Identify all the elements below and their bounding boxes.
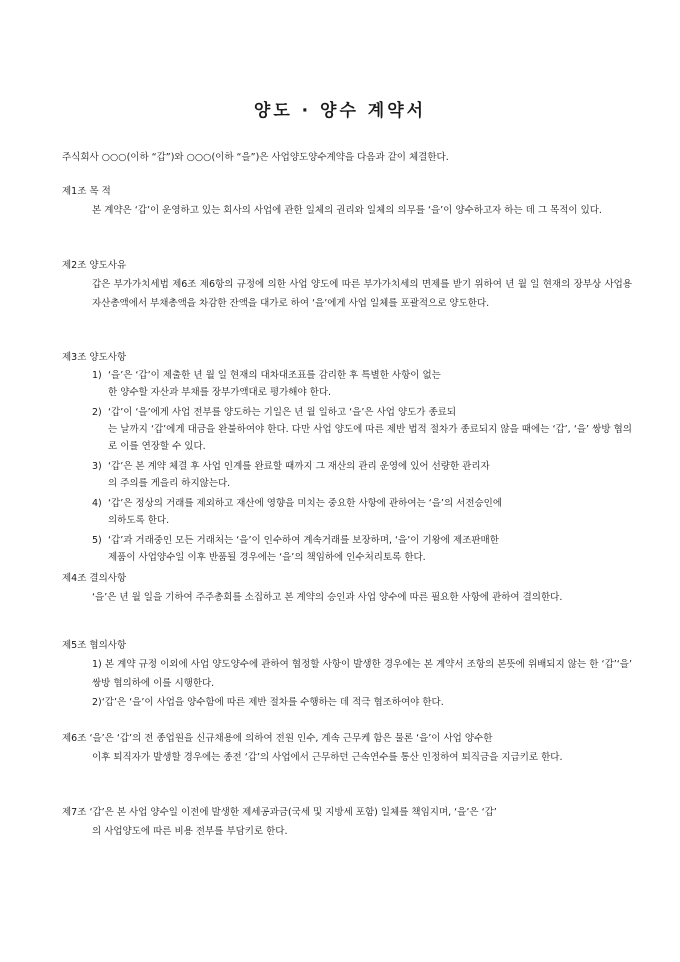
- item-number: 1): [92, 370, 102, 381]
- item-first-line: ‘갑’이 ‘을’에게 사업 전부를 양도하는 기일은 년 월 일하고 ‘을’은 사업 양도가 종료되: [108, 407, 457, 418]
- intro-paragraph: 주식회사 ○○○(이하 “갑”)와 ○○○(이하 “을”)은 사업양도양수계약을 다음과 같이 체결한다.: [62, 152, 449, 163]
- article-5-line-1: 1) 본 계약 규정 이외에 사업 양도양수에 관하여 협정할 사항이 발생한 경우에는 본 계약서 조항의 본뜻에 위배되지 않는 한 ‘갑’‘을’ 쌍방 협의하에 이를 시행한다.: [92, 659, 632, 689]
- item-first-line: ‘갑’은 본 계약 체결 후 사업 인계를 완료할 때까지 그 재산의 관리 운영에 있어 선량한 관리자: [108, 461, 490, 472]
- item-number: 4): [92, 498, 102, 509]
- item-continuation: 의 주의를 게을리 하지않는다.: [108, 478, 231, 489]
- document-title: 양도 · 양수 계약서: [253, 101, 427, 121]
- item-number: 3): [92, 461, 102, 472]
- item-first-line: ‘을’은 ‘갑’이 제출한 년 월 일 현재의 대차대조표를 감리한 후 특별한 사항이 없는: [108, 370, 441, 381]
- article-6: [62, 729, 632, 767]
- article-5-heading: 제5조 협의사항: [62, 640, 127, 651]
- article-2: [62, 256, 632, 313]
- article-2-body: 갑은 부가가치세법 제6조 제6항의 규정에 의한 사업 양도에 따른 부가가치세의 면제를 받기 위하여 년 월 일 현재의 장부상 사업용 자산총액에서 부채총액을 차감한 잔액을 대가로 하여 ‘을’에게 사업 일체를 포괄적으로 양도한다.: [92, 279, 632, 309]
- item-continuation: 제품이 사업양수일 이후 반품될 경우에는 ‘을’의 책임하에 인수처리토록 한다.: [108, 552, 426, 563]
- article-4: [62, 569, 632, 607]
- article-5-line-2: 2)‘갑’은 ‘을’이 사업을 양수함에 따른 제반 절차를 수행하는 데 적극 협조하여야 한다.: [92, 697, 444, 708]
- article-7-label: 제7조: [62, 807, 87, 818]
- item-continuation: 는 날까지 ‘갑’에게 대금을 완불하여야 한다. 다만 사업 양도에 따른 제반 법적 절차가 종료되지 않을 때에는 ‘갑’, ‘을’ 쌍방 협의로 이를 연장할 수 있다.: [108, 424, 632, 452]
- article-6-first-line: ‘을’은 ‘갑’의 전 종업원을 신규채용에 의하여 전원 인수, 계속 근무케 함은 물론 ‘을’이 사업 양수한: [89, 733, 493, 744]
- article-3-item: [92, 495, 632, 529]
- item-number: 5): [92, 535, 102, 546]
- article-2-heading: 제2조 양도사유: [62, 260, 127, 271]
- item-continuation: 의하도록 한다.: [108, 515, 170, 526]
- article-3-item: [92, 404, 632, 455]
- article-6-label: 제6조: [62, 733, 87, 744]
- article-3: [62, 348, 632, 566]
- article-6-continuation: 이후 퇴직자가 발생할 경우에는 종전 ‘갑’의 사업에서 근무하던 근속연수를 통산 인정하여 퇴직금을 지급키로 한다.: [92, 752, 563, 763]
- article-4-body: ‘을’은 년 월 일을 기하여 주주총회를 소집하고 본 계약의 승인과 사업 양수에 따른 필요한 사항에 관하여 결의한다.: [92, 592, 563, 603]
- article-1-body: 본 계약은 ‘갑’이 운영하고 있는 회사의 사업에 관한 일체의 권리와 일체의 의무를 ‘을’이 양수하고자 하는 데 그 목적이 있다.: [92, 205, 602, 216]
- item-number: 2): [92, 407, 102, 418]
- article-5: [62, 636, 632, 712]
- article-3-item: [92, 367, 632, 401]
- article-7-continuation: 의 사업양도에 따른 비용 전부를 부담키로 한다.: [92, 826, 288, 837]
- item-continuation: 한 양수할 자산과 부채를 장부가액대로 평가해야 한다.: [108, 387, 332, 398]
- article-1-heading: 제1조 목 적: [62, 186, 111, 197]
- article-3-item: [92, 458, 632, 492]
- article-4-heading: 제4조 결의사항: [62, 573, 127, 584]
- item-first-line: ‘갑’과 거래중인 모든 거래처는 ‘을’이 인수하여 계속거래를 보장하며, ‘을’이 기왕에 제조판매한: [108, 535, 499, 546]
- article-1: [62, 182, 632, 220]
- article-7-first-line: ‘갑’은 본 사업 양수일 이전에 발생한 제세공과금(국세 및 지방세 포함) 일체를 책임지며, ‘을’은 ‘갑’: [89, 807, 497, 818]
- article-3-item: [92, 532, 632, 566]
- article-3-heading: 제3조 양도사항: [62, 352, 127, 363]
- item-first-line: ‘갑’은 정상의 거래를 제외하고 재산에 영향을 미치는 중요한 사항에 관하여는 ‘을’의 서전승인에: [108, 498, 503, 509]
- article-7: [62, 803, 632, 841]
